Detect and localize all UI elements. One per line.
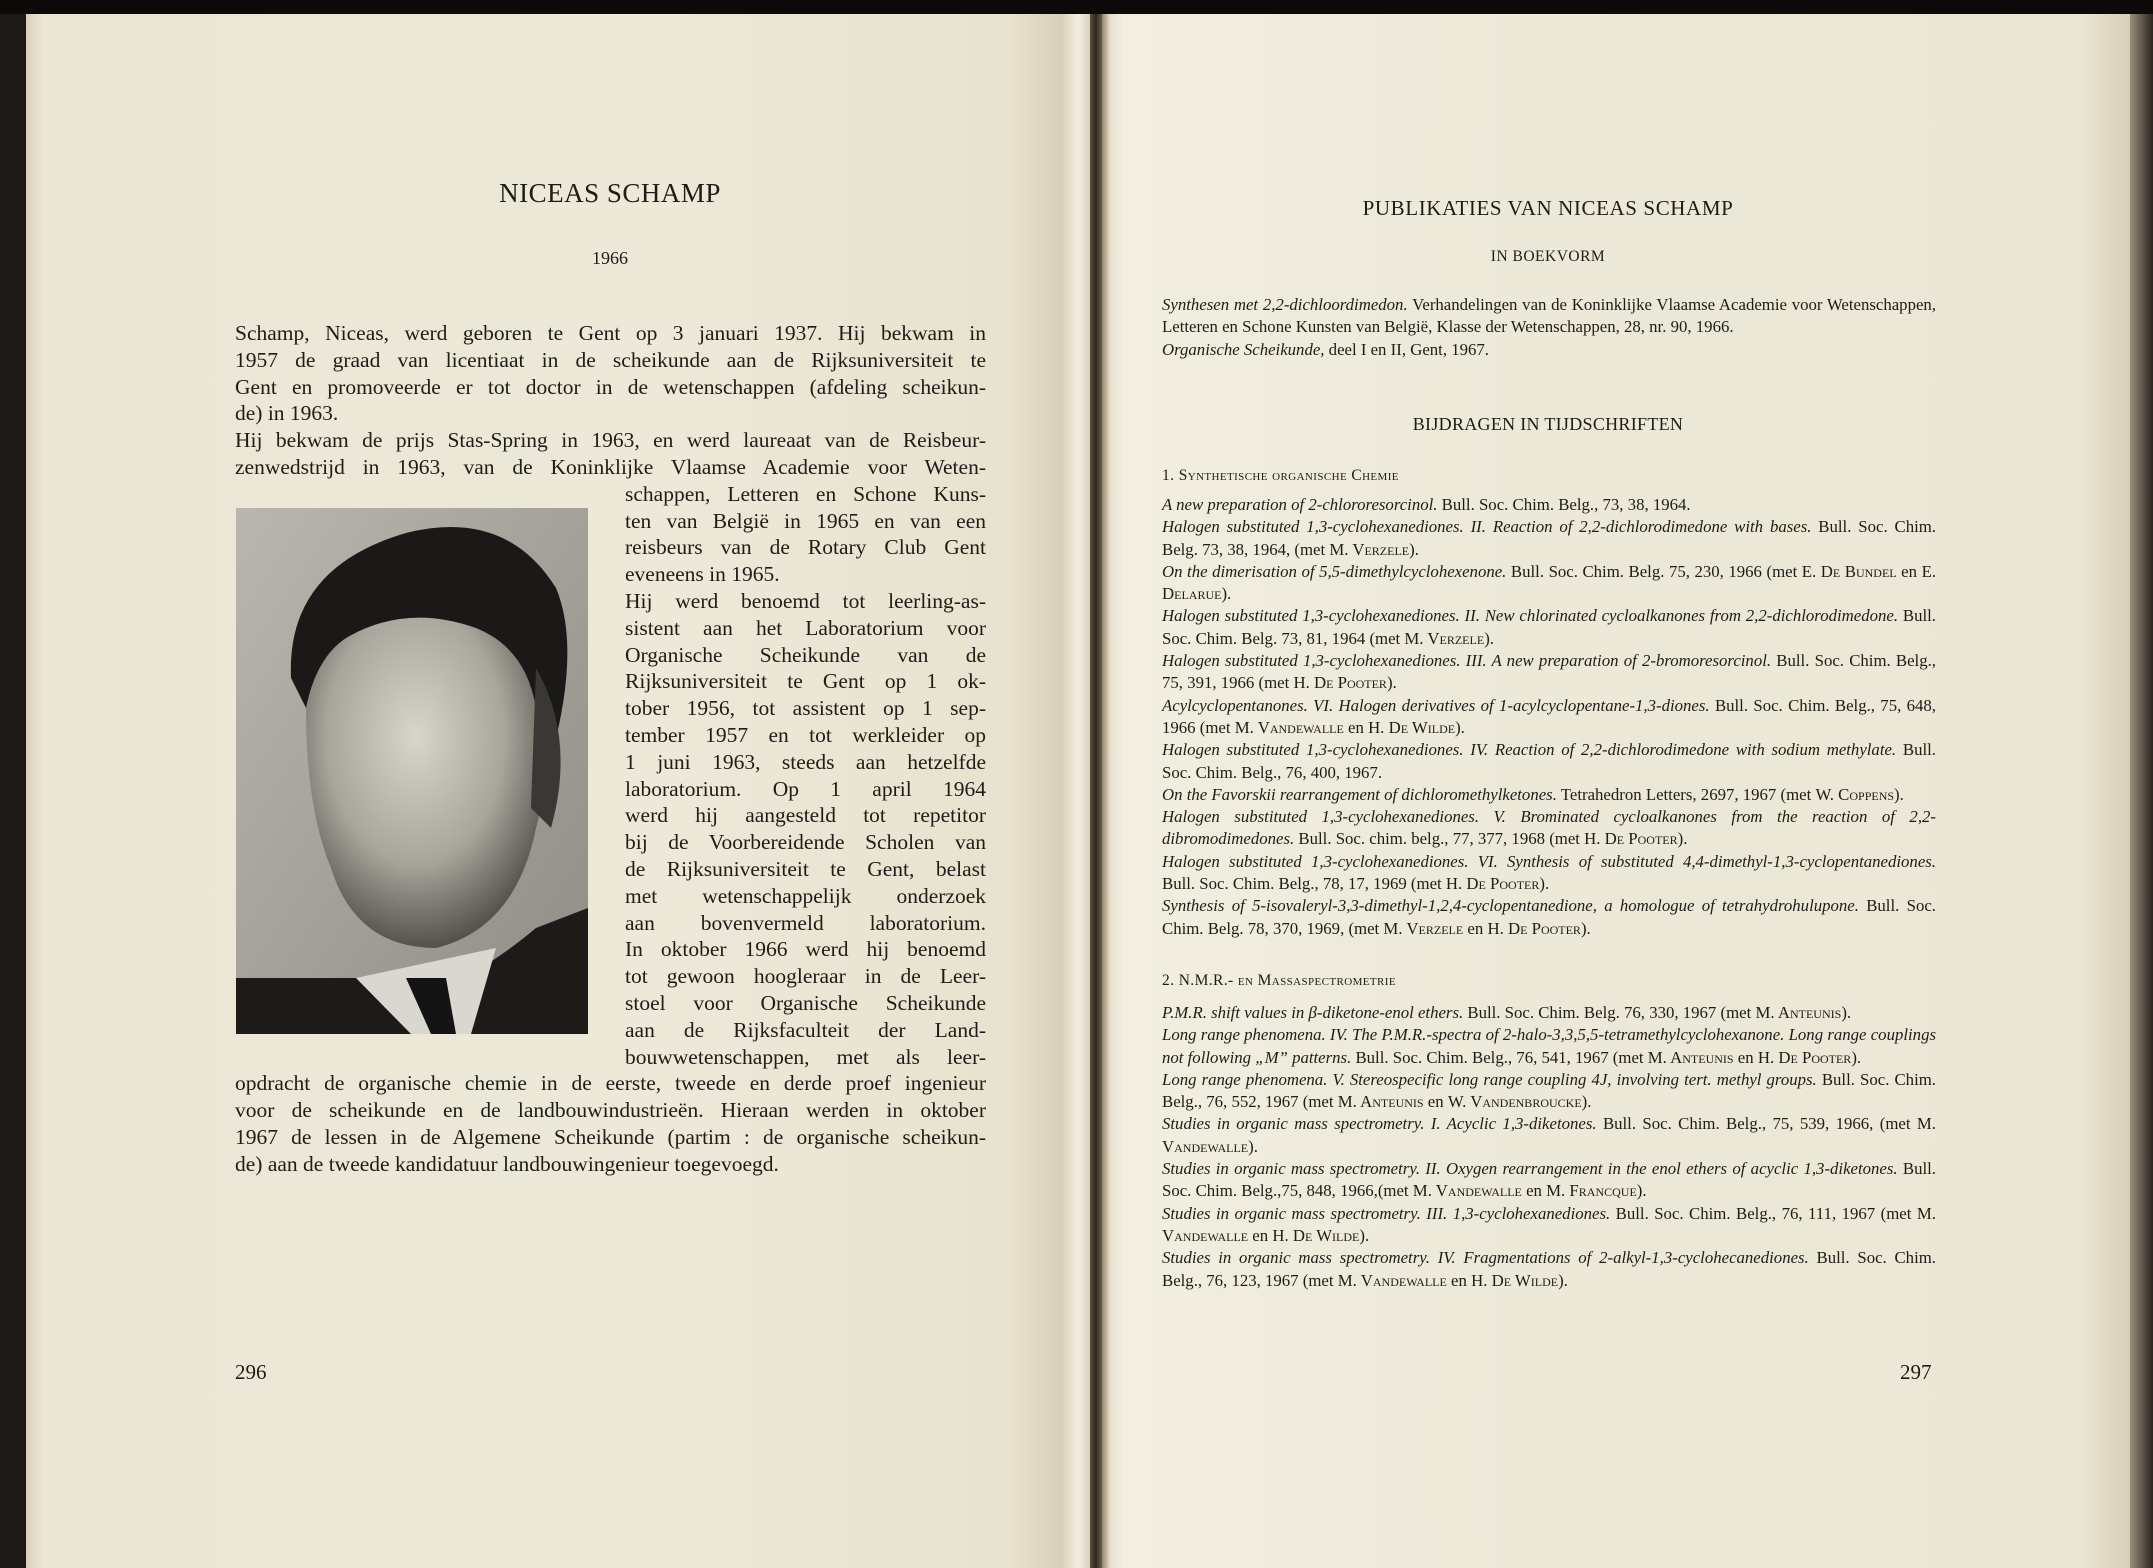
publication-entry xyxy=(1162,294,1936,339)
publication-end: ). xyxy=(1894,784,1904,804)
section-heading-synthetic-chemistry: 1. Synthetische organische Chemie xyxy=(1162,467,1399,484)
publication-end: ). xyxy=(1221,584,1232,604)
co-author: M. Francque xyxy=(1546,1181,1637,1201)
publication-title: Synthesen met 2,2-dichloordimedon. xyxy=(1162,295,1408,314)
publication-entry xyxy=(1162,516,1936,561)
publication-reference: Bull. Soc. Chim. Belg., 73, 38, 1964. xyxy=(1437,495,1691,514)
publication-title: Studies in organic mass spectrometry. II. Oxygen rearrangement in the enol ethers of acyclic 1,3-diketones. xyxy=(1162,1159,1898,1179)
publication-entry xyxy=(1162,784,1936,806)
publication-end: ). xyxy=(1248,1136,1258,1156)
publication-entry xyxy=(1162,650,1936,695)
text-line: reisbeurs van de Rotary Club Gent xyxy=(625,535,986,560)
publication-entry xyxy=(1162,494,1936,516)
publication-title: Organische Scheikunde, xyxy=(1162,339,1325,359)
text-line: sistent aan het Laboratorium voor xyxy=(625,615,986,640)
co-author: H. De Wilde xyxy=(1368,717,1456,737)
publication-title: Synthesis of 5-isovaleryl-3,3-dimethyl-1,2,4-cyclopentanedione, a homologue of tetrahydrohulupone. xyxy=(1162,896,1859,916)
publication-entry xyxy=(1162,1024,1936,1069)
co-author: W. Vandenbroucke xyxy=(1447,1092,1582,1112)
publication-entry xyxy=(1162,1158,1936,1203)
page-number: 296 xyxy=(235,1360,267,1384)
text-line: met wetenschappelijk onderzoek xyxy=(625,883,986,908)
co-author: M. Vandewalle xyxy=(1162,1114,1936,1156)
publication-end: ). xyxy=(1359,1225,1370,1245)
publication-reference: Bull. Soc. Chim. Belg., 75, 391, 1966 (met xyxy=(1162,651,1936,693)
publication-reference: Bull. Soc. Chim. Belg. 73, 81, 1964 (met xyxy=(1162,606,1936,648)
journal-contributions-heading: BIJDRAGEN IN TIJDSCHRIFTEN xyxy=(1412,414,1684,434)
author-joiner: en xyxy=(1343,717,1369,737)
text-line: bij de Voorbereidende Scholen van xyxy=(625,830,986,855)
publication-title: Halogen substituted 1,3-cyclohexanediones. III. A new preparation of 2-bromoresorcinol. xyxy=(1162,651,1772,671)
publication-entry xyxy=(1162,695,1936,740)
co-author: H. De Pooter xyxy=(1584,829,1678,849)
author-joiner: en xyxy=(1463,918,1488,938)
publication-reference: Bull. Soc. Chim. Belg., 76, 552, 1967 (met xyxy=(1162,1069,1936,1112)
publication-entry xyxy=(1162,1069,1936,1114)
publication-end: ). xyxy=(1386,673,1397,693)
text-line: tot gewoon hoogleraar in de Leer- xyxy=(625,964,986,989)
publication-entry xyxy=(1162,339,1936,361)
publication-title: On the Favorskii rearrangement of dichloromethylketones. xyxy=(1162,784,1557,804)
publication-reference: Bull. Soc. Chim. Belg., 78, 17, 1969 (met xyxy=(1162,874,1446,894)
author-joiner: en xyxy=(1248,1225,1273,1245)
scan-top-edge xyxy=(0,0,2153,14)
publication-entry xyxy=(1162,1203,1936,1248)
publication-title: Studies in organic mass spectrometry. I. Acyclic 1,3-diketones. xyxy=(1162,1114,1597,1134)
publication-reference: Bull. Soc. Chim. Belg., 76, 123, 1967 (met xyxy=(1162,1248,1936,1290)
publication-reference: Bull. Soc. Chim. Belg., 75, 648, 1966 (met xyxy=(1162,695,1936,737)
text-line: de) in 1963. xyxy=(235,401,339,426)
publication-reference: Verhandelingen van de Koninklijke Vlaamse Academie voor Wetenschappen, Letteren en Schone Kunsten van België, Klasse der Wetenschappen, 28, nr. 90, 1966. xyxy=(1162,295,1936,337)
text-line: Schamp, Niceas, werd geboren te Gent op 3 januari 1937. Hij bekwam in xyxy=(235,321,986,345)
text-line: werd hij aangesteld tot repetitor xyxy=(625,803,986,828)
publication-end: ). xyxy=(1580,918,1591,938)
co-author: M. Verzele xyxy=(1404,628,1485,648)
text-line: 1967 de lessen in de Algemene Scheikunde (partim : de organische scheikun- xyxy=(235,1125,986,1149)
books-list xyxy=(1162,294,1936,361)
book-right-edge xyxy=(2130,14,2153,1568)
publication-title: Halogen substituted 1,3-cyclohexanediones. II. New chlorinated cycloalkanones from 2,2-dichlorodimedone. xyxy=(1162,606,1899,626)
text-line: voor de scheikunde en de landbouwindustrieën. Hieraan werden in oktober xyxy=(235,1098,986,1123)
publication-entry xyxy=(1162,561,1936,606)
publication-reference: Bull. Soc. Chim. Belg. 75, 230, 1966 (met xyxy=(1506,561,1802,581)
text-line: In oktober 1966 werd hij benoemd xyxy=(625,937,986,962)
co-author: H. De Wilde xyxy=(1471,1270,1559,1290)
publication-end: ). xyxy=(1851,1047,1862,1067)
text-line: Organische Scheikunde van de xyxy=(625,642,986,667)
text-line: eveneens in 1965. xyxy=(625,562,780,587)
co-author: M. Vandewalle xyxy=(1162,1203,1936,1245)
publication-entry xyxy=(1162,739,1936,784)
text-line: opdracht de organische chemie in de eerste, tweede en derde proef ingenieur xyxy=(235,1071,986,1096)
text-line: 1 juni 1963, steeds aan hetzelfde xyxy=(625,749,986,774)
publication-title: Halogen substituted 1,3-cyclohexanediones. V. Brominated cycloalkanones from the reaction of 2,2-dibromodimedones. xyxy=(1162,807,1936,849)
publication-title: Halogen substituted 1,3-cyclohexanediones. VI. Synthesis of substituted 4,4-dimethyl-1,3-cyclopentanediones. xyxy=(1162,851,1936,871)
books-heading: IN BOEKVORM xyxy=(1490,248,1606,265)
co-author: H. De Pooter xyxy=(1293,673,1387,693)
page-number: 297 xyxy=(1900,1360,1932,1384)
co-author: E. De Bundel xyxy=(1801,561,1897,581)
text-line: Gent en promoveerde er tot doctor in de wetenschappen (afdeling scheikun- xyxy=(235,374,986,399)
publication-title: Studies in organic mass spectrometry. IV. Fragmentations of 2-alkyl-1,3-cyclohecanediones. xyxy=(1162,1248,1809,1268)
year-heading: 1966 xyxy=(592,248,628,268)
co-author: H. De Pooter xyxy=(1757,1047,1852,1067)
publication-reference: Bull. Soc. Chim. Belg., 76, 400, 1967. xyxy=(1162,740,1936,782)
publication-entry xyxy=(1162,1113,1936,1158)
text-line: stoel voor Organische Scheikunde xyxy=(625,991,986,1015)
publication-reference: Bull. Soc. Chim. Belg., 76, 111, 1967 (met xyxy=(1610,1203,1917,1223)
co-author: M. Anteunis xyxy=(1647,1047,1734,1067)
author-joiner: en xyxy=(1521,1181,1547,1201)
publication-end: ). xyxy=(1581,1092,1592,1112)
co-author: H. De Pooter xyxy=(1445,874,1540,894)
co-author: M. Anteunis xyxy=(1755,1003,1842,1022)
section-heading-nmr-mass-spectrometry: 2. N.M.R.- en Massaspectrometrie xyxy=(1162,972,1396,989)
publication-title: Long range phenomena. V. Stereospecific long range coupling 4J, involving tert. methyl groups. xyxy=(1162,1069,1817,1089)
text-line: Hij werd benoemd tot leerling-as- xyxy=(625,589,986,613)
publication-title: Halogen substituted 1,3-cyclohexanediones. IV. Reaction of 2,2-dichlorodimedone with sodium methylate. xyxy=(1162,740,1897,760)
text-line: de Rijksuniversiteit te Gent, belast xyxy=(625,857,986,881)
publication-end: ). xyxy=(1484,628,1494,648)
publication-reference: Bull. Soc. chim. belg., 77, 377, 1968 (met xyxy=(1294,829,1585,849)
publication-end: ). xyxy=(1558,1270,1568,1290)
publication-end: ). xyxy=(1409,539,1419,559)
publication-reference: Tetrahedron Letters, 2697, 1967 (met xyxy=(1556,784,1816,804)
publications-title: PUBLIKATIES VAN NICEAS SCHAMP xyxy=(1362,196,1734,220)
publication-title: On the dimerisation of 5,5-dimethylcyclohexenone. xyxy=(1162,561,1507,581)
co-author: H. De Wilde xyxy=(1272,1225,1360,1245)
text-line: Rijksuniversiteit te Gent op 1 ok- xyxy=(625,669,986,694)
publication-entry xyxy=(1162,1002,1936,1024)
publication-reference: Bull. Soc. Chim. Belg.,75, 848, 1966,(met xyxy=(1162,1159,1936,1201)
publication-reference: Bull. Soc. Chim. Belg. 76, 330, 1967 (met xyxy=(1463,1003,1756,1022)
co-author: H. De Pooter xyxy=(1487,918,1581,938)
publication-reference: Bull. Soc. Chim. Belg., 76, 541, 1967 (met xyxy=(1351,1047,1648,1067)
text-line: aan de Rijksfaculteit der Land- xyxy=(625,1017,986,1042)
publication-end: ). xyxy=(1539,874,1550,894)
publication-end: ). xyxy=(1841,1003,1852,1022)
author-joiner: en xyxy=(1423,1092,1448,1112)
publication-reference: Bull. Soc. Chim. Belg. 78, 370, 1969, (met xyxy=(1162,896,1936,938)
text-line: tember 1957 en tot werkleider op xyxy=(625,723,986,747)
publication-entry xyxy=(1162,605,1936,650)
publication-title: Halogen substituted 1,3-cyclohexanediones. II. Reaction of 2,2-dichlorodimedone with bases. xyxy=(1162,517,1812,537)
nmr-mass-spectrometry-list xyxy=(1162,1002,1936,1292)
text-line: laboratorium. Op 1 april 1964 xyxy=(625,776,986,801)
publication-reference: deel I en II, Gent, 1967. xyxy=(1324,339,1489,359)
co-author: M. Vandewalle xyxy=(1337,1270,1447,1290)
text-line: zenwedstrijd in 1963, van de Koninklijke Vlaamse Academie voor Weten- xyxy=(235,455,986,479)
author-joiner: en xyxy=(1896,561,1922,581)
co-author: M. Anteunis xyxy=(1337,1092,1424,1112)
co-author: M. Vandewalle xyxy=(1234,717,1344,737)
publication-end: ). xyxy=(1636,1181,1647,1201)
publication-title: P.M.R. shift values in β-diketone-enol ethers. xyxy=(1162,1003,1464,1022)
publication-entry xyxy=(1162,806,1936,851)
text-line: 1957 de graad van licentiaat in de scheikunde aan de Rijksuniversiteit te xyxy=(235,347,986,372)
publication-entry xyxy=(1162,895,1936,940)
text-line: aan bovenvermeld laboratorium. xyxy=(625,910,986,935)
portrait-photo xyxy=(236,508,588,1034)
co-author: W. Coppens xyxy=(1815,784,1895,804)
publication-entry xyxy=(1162,851,1936,896)
author-joiner: en xyxy=(1733,1047,1758,1067)
synthetic-chemistry-list xyxy=(1162,494,1936,940)
text-line: schappen, Letteren en Schone Kuns- xyxy=(625,481,986,506)
publication-entry xyxy=(1162,1247,1936,1292)
author-joiner: en xyxy=(1446,1270,1472,1290)
book-gutter xyxy=(1090,14,1102,1568)
page-title: NICEAS SCHAMP xyxy=(499,178,721,208)
text-line: ten van België in 1965 en van een xyxy=(625,508,986,533)
text-line: tober 1956, tot assistent op 1 sep- xyxy=(625,696,986,721)
text-line: bouwwetenschappen, met als leer- xyxy=(625,1044,986,1069)
publication-title: Acylcyclopentanones. VI. Halogen derivatives of 1-acylcyclopentane-1,3-diones. xyxy=(1162,695,1710,715)
text-line: de) aan de tweede kandidatuur landbouwingenieur toegevoegd. xyxy=(235,1151,779,1176)
portrait-image xyxy=(236,508,588,1034)
publication-title: Studies in organic mass spectrometry. III. 1,3-cyclohexanediones. xyxy=(1162,1203,1611,1223)
co-author: M. Verzele xyxy=(1329,539,1410,559)
co-author: M. Vandewalle xyxy=(1412,1181,1522,1201)
publication-end: ). xyxy=(1455,717,1465,737)
co-author: M. Verzele xyxy=(1383,918,1464,938)
publication-end: ). xyxy=(1677,829,1688,849)
publication-title: A new preparation of 2-chlororesorcinol. xyxy=(1162,495,1438,514)
publication-reference: Bull. Soc. Chim. Belg. 73, 38, 1964, (met xyxy=(1162,517,1936,559)
text-line: Hij bekwam de prijs Stas-Spring in 1963, en werd laureaat van de Reisbeur- xyxy=(235,428,986,453)
co-author: E. Delarue xyxy=(1162,561,1937,604)
publication-title: Long range phenomena. IV. The P.M.R.-spectra of 2-halo-3,3,5,5-tetramethylcyclohexanone. Long range couplings not following „M” patterns. xyxy=(1162,1025,1936,1067)
publication-reference: Bull. Soc. Chim. Belg., 75, 539, 1966, (met xyxy=(1596,1114,1917,1134)
